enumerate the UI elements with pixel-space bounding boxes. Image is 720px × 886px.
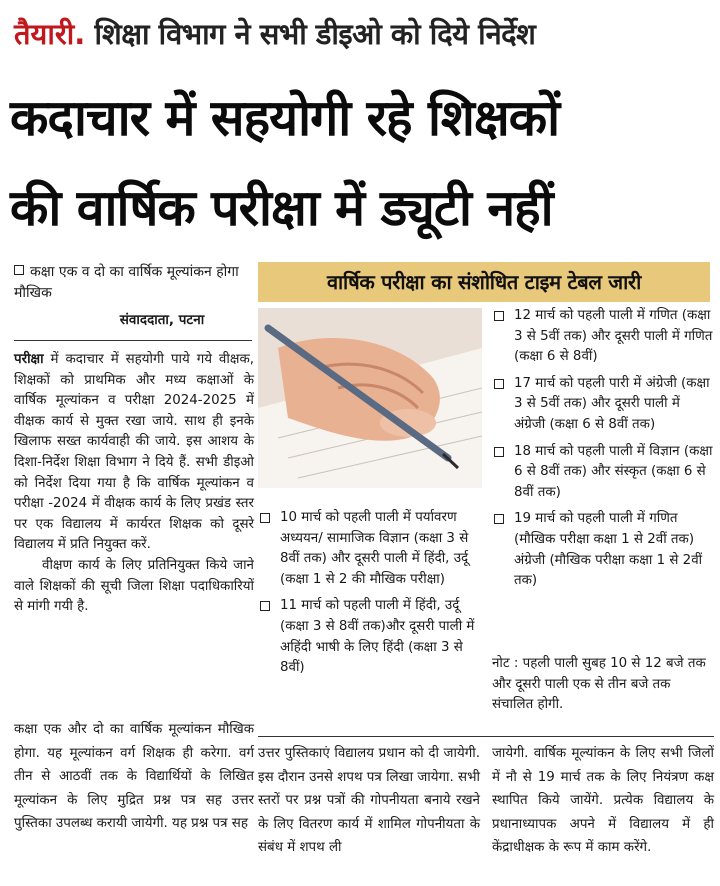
- lead-divider: [14, 340, 252, 341]
- headline-line-1: कदाचार में सहयोगी रहे शिक्षकों: [10, 89, 560, 147]
- bullet-square-icon: [14, 265, 24, 275]
- bullet-square-icon: [494, 311, 504, 321]
- kicker-text: शिक्षा विभाग ने सभी डीइओ को दिये निर्देश: [94, 17, 536, 51]
- lead-text: कक्षा एक व दो का वार्षिक मूल्यांकन होगा मौखिक: [14, 264, 239, 301]
- hand-writing-illustration: [258, 308, 482, 488]
- schedule-item-text: 19 मार्च को पहली पाली में गणित (मौखिक परीक्षा कक्षा 1 से 2वीं तक) अंग्रेजी (मौखिक परीक्षा कक्षा 1 से 2वीं तक): [514, 511, 703, 589]
- schedule-item: [492, 509, 714, 591]
- body-paragraph-2: वीक्षण कार्य के लिए प्रतिनियुक्त किये जाने वाले शिक्षकों की सूची जिला शिक्षा पदाधिकारियों से मांगी गयी है.: [14, 557, 254, 615]
- schedule-item-text: 11 मार्च को पहली पाली में हिंदी, उर्दू (कक्षा 3 से 8वीं तक)और दूसरी पाली में अहिंदी भाषी के लिए हिंदी (कक्षा 3 से 8वीं): [280, 598, 475, 676]
- schedule-item-text: 12 मार्च को पहली पाली में गणित (कक्षा 3 से 5वीं तक) और दूसरी पाली में गणित (कक्षा 6 से 8वीं): [514, 308, 713, 365]
- article-body-footer-3: जायेगी. वार्षिक मूल्यांकन के लिए सभी जिलों में नौ से 19 मार्च तक के लिए नियंत्रण कक्ष स्थापित किये जायेंगे. प्रत्येक विद्यालय के प्रधानाध्यापक अपने में विद्यालय में ही केंद्राधीक्षक के रूप में काम करेंगे.: [492, 746, 714, 855]
- exam-writing-photo: [258, 308, 482, 488]
- bullet-square-icon: [494, 447, 504, 457]
- article-body-footer-2: उत्तर पुस्तिकाएं विद्यालय प्रधान को दी जायेगी. इस दौरान उनसे शपथ पत्र लिखा जायेगा. सभी स्तरों पर प्रश्न पत्रों की गोपनीयता बनाये रखने के लिए वितरण कार्य में शामिल गोपनीयता के संबंध में शपथ ली: [258, 746, 480, 855]
- schedule-item-text: 10 मार्च को पहली पाली में पर्यावरण अध्ययन/ सामाजिक विज्ञान (कक्षा 3 से 8वीं तक) और दूसरी पाली में हिंदी, उर्दू (कक्षा 1 से 2 की मौखिक परीक्षा): [280, 510, 469, 587]
- dateline: परीक्षा: [14, 352, 44, 367]
- schedule-banner: वार्षिक परीक्षा का संशोधित टाइम टेबल जारी: [258, 262, 710, 302]
- article-body-footer-1: कक्षा एक और दो का वार्षिक मूल्यांकन मौखिक होगा. यह मूल्यांकन वर्ग शिक्षक ही करेगा. वर्ग तीन से आठवीं तक के विद्यार्थियों के लिखित मूल्यांकन के लिए मुद्रित प्रश्न पत्र सह उत्तर पुस्तिका उपलब्ध करायी जायेगी. यह प्रश्न पत्र सह: [14, 722, 254, 831]
- kicker-line: [14, 10, 714, 58]
- schedule-item: [258, 596, 486, 678]
- kicker-label: तैयारी.: [14, 17, 86, 51]
- bullet-square-icon: [260, 513, 270, 523]
- schedule-item: [258, 508, 486, 590]
- byline: संवाददाता, पटना: [119, 312, 205, 328]
- schedule-item-text: 18 मार्च को पहली पाली में विज्ञान (कक्षा 6 से 8वीं तक) और संस्कृत (कक्षा 6 से 8वीं तक): [514, 443, 713, 500]
- footer-divider: [258, 736, 714, 737]
- headline-line-2: की वार्षिक परीक्षा में ड्यूटी नहीं: [10, 179, 553, 237]
- bullet-square-icon: [494, 514, 504, 524]
- schedule-item: [492, 306, 714, 368]
- schedule-item-text: 17 मार्च को पहली पारी में अंग्रेजी (कक्षा 3 से 5वीं तक) और दूसरी पाली में अंग्रेजी (कक्षा 6 से 8वीं तक): [514, 375, 710, 432]
- schedule-item: [492, 442, 714, 504]
- schedule-list-right: [492, 306, 714, 598]
- body-paragraph-1: में कदाचार में सहयोगी पाये गये वीक्षक, शिक्षकों को प्राथमिक और मध्य कक्षाओं के वार्षिक मूल्यांकन व परीक्षा 2024-2025 में वीक्षक कार्य से मुक्त रखा जाये. साथ ही इनके खिलाफ सख्त कार्यवाही की जाये. इस आशय के दिशा-निर्देश शिक्षा विभाग ने दिये हैं. सभी डीइओ को निर्देश दिया गया है कि वार्षिक मूल्यांकन व परीक्षा -2024 में वीक्षक कार्य के लिए प्रखंड स्तर पर एक विद्यालय में कार्यरत शिक्षक को दूसरे विद्यालय में प्रति नियुक्त करें.: [14, 352, 254, 553]
- schedule-note: नोट : पहली पाली सुबह 10 से 12 बजे तक और दूसरी पाली एक से तीन बजे तक संचालित होगी.: [492, 656, 706, 713]
- article-body-left: [14, 350, 254, 618]
- bullet-square-icon: [260, 601, 270, 611]
- lead-summary: [14, 262, 254, 304]
- schedule-list-middle: [258, 508, 486, 685]
- schedule-item: [492, 374, 714, 436]
- bullet-square-icon: [494, 379, 504, 389]
